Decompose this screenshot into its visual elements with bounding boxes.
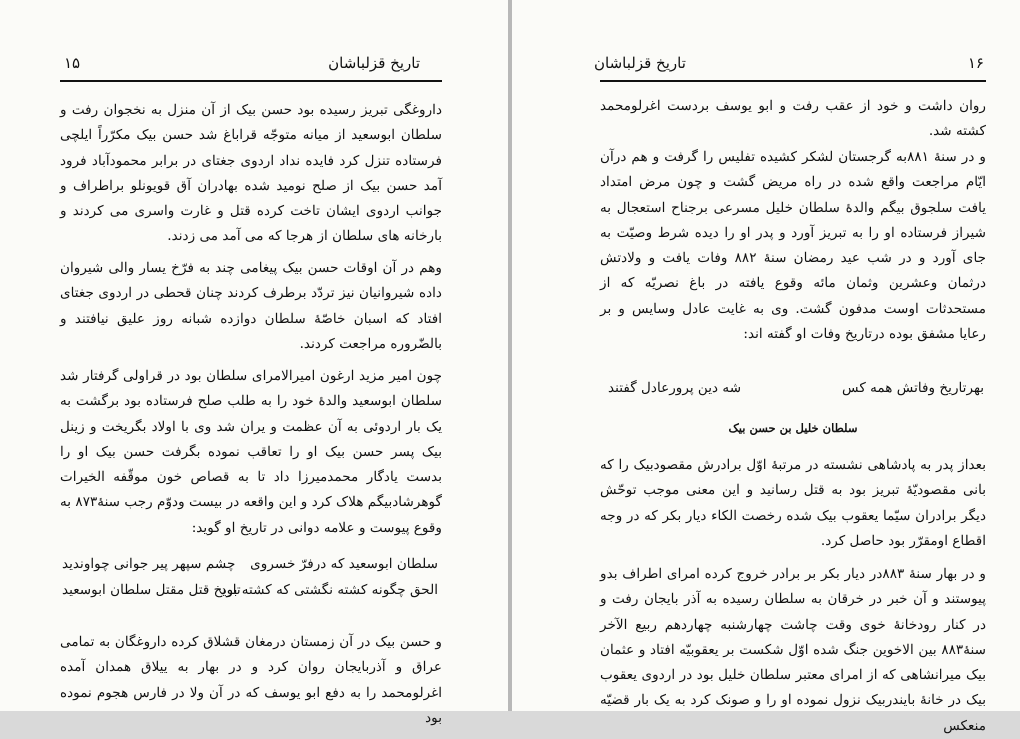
- right-page-number: ۱۶: [967, 54, 984, 72]
- left-paragraph-1: داروغگی تبریز رسیده بود حسن بیک از آن منزل به نخجوان رفت و سلطان ابوسعید از میانه متوجّه قراباغ شد حسن بیک مکرّراً ایلچی فرستاده تنزل کرد فایده نداد اردوی جغتای در برابر محمودآباد فرود آمد حسن بیک از صلح نومید شده بهادران آق قویونلو براطراف و جوانب اردوی ایشان تاخت کرده قتل و غارت واسری می کردند و بارخانه های سلطان از هرجا که می آمد می زدند.: [60, 102, 442, 245]
- right-verse-second-hemistich: شه دین پرورعادل گفتند: [608, 380, 742, 396]
- right-paragraph-3: بعداز پدر به پادشاهی نشسته در مرتبهٔ اوّل برادرش مقصودبیک را که بانی مقصودیّهٔ تبریز بود به قتل رسانید و این معنی موجب توحّش دیگر برادران سیّما یعقوب بیک شده رخصت الکاء دیار بکر که در وجه اقطاع اومقرّر بود حاصل کرد.: [600, 457, 986, 549]
- left-header-rule: [60, 80, 442, 82]
- left-paragraph-2: وهم در آن اوقات حسن بیک پیغامی چند به فرّخ یسار والی شیروان داده شیروانیان نیز تردّد برطرف کردند چنان قحطی در اردوی جغتای افتاد که اسبان خاصّهٔ سلطان دوازده شبانه روز علیق نیافتند و بالضّروره مراجعت کردند.: [60, 260, 442, 352]
- right-page: [512, 0, 1020, 734]
- left-page-number: ۱۵: [64, 54, 81, 72]
- right-running-title: تاریخ قزلباشان: [594, 54, 686, 72]
- left-paragraph-3: چون امیر مزید ارغون امیرالامرای سلطان بود در قراولی گرفتار شد سلطان ابوسعید والدهٔ خود را به طلب صلح فرستاده بود برگشت به یک بار اردوئی به آن عظمت و یران شد وی با اولاد بگریخت و زینل بیک پسر حسن بیک او را تعاقب نموده بگرفت حسن بیک او را بدست یادگار محمدمیرزا داد تا به قصاص خون موقّفه الخیرات گوهرشادبیگم هلاک کرد و این واقعه در بیست ودوّم رجب سنهٔ۸۷۳ به وقوع پیوست و علامه دوانی در تاریخ او گوید:: [59, 368, 442, 536]
- right-verse-first-hemistich: بهرتاریخ وفاتش همه کس: [842, 380, 984, 396]
- right-header-rule: [600, 80, 986, 82]
- left-paragraph-4: و حسن بیک در آن زمستان درمغان قشلاق کرده داروغگان به تمامی عراق و آذربایجان روان کرد و در بهار به ییلاق همدان آمده اغرلومحمد را به دفع ابو یوسف که در آن ولا در فارس هجوم نموده بود: [60, 634, 442, 726]
- right-paragraph-2: و در سنهٔ ۸۸۱به گرجستان لشکر کشیده تفلیس را گرفت و هم درآن ایّام مراجعت واقع شده در راه مریض گشت و چون مرض امتداد یافت سلجوق بیگم والدهٔ سلطان خلیل مسرعی برجناح استعجال به شیراز فرستاده او را به تبریز آورد و پدر او را دیده شرط وصیّت به جای آورد و در شب عید رمضان سنهٔ ۸۸۲ وفات یافت و ولادتش درثمان وعشرین وثمان مائه وقوع یافته در باغ نصریّه که از مستحدثات اوست مدفون گشت. وی به غایت عادل وسایس و بر رعایا مشفق بوده درتاریخ وفات او گفته اند:: [600, 149, 986, 343]
- left-verse-1-first-hemistich: سلطان ابوسعید که درفرّ خسروی: [250, 556, 438, 572]
- left-page: [0, 0, 508, 726]
- left-verse-1-second-hemistich: چشم سپهر پیر جوانی چواوندید: [62, 556, 236, 572]
- left-verse-2-second-hemistich: تاریخ قتل مقتل سلطان ابوسعید: [62, 582, 241, 598]
- right-paragraph-4: و در بهار سنهٔ ۸۸۳در دیار بکر بر برادر خروج کرده امرای اطراف بدو پیوستند و آن خبر در خرقان به سلطان رسیده به آذر بایجان رفت و در کنار رودخانهٔ خوی وقت چاشت چهارشنبه چهاردهم ربیع الآخر سنهٔ۸۸۳ بین الاخوین جنگ شده اوّل شکست بر یعقوبیّه افتاد و عثمان بیک میرانشاهی که از امرای معتبر سلطان خلیل بود در اردوی یعقوب بیک در خانهٔ بایندربیک نزول نموده او را و صونک کرد به یک بار قضیّه منعکس: [600, 566, 986, 734]
- right-paragraph-1: روان داشت و خود از عقب رفت و ابو یوسف بردست اغرلومحمد کشته شد.: [600, 98, 986, 140]
- section-heading: سلطان خلیل بن حسن بیک: [728, 421, 858, 435]
- left-running-title: تاریخ قزلباشان: [328, 54, 420, 72]
- left-verse-2-first-hemistich: الحق چگونه کشته نگشتی که کشته بود: [220, 582, 438, 598]
